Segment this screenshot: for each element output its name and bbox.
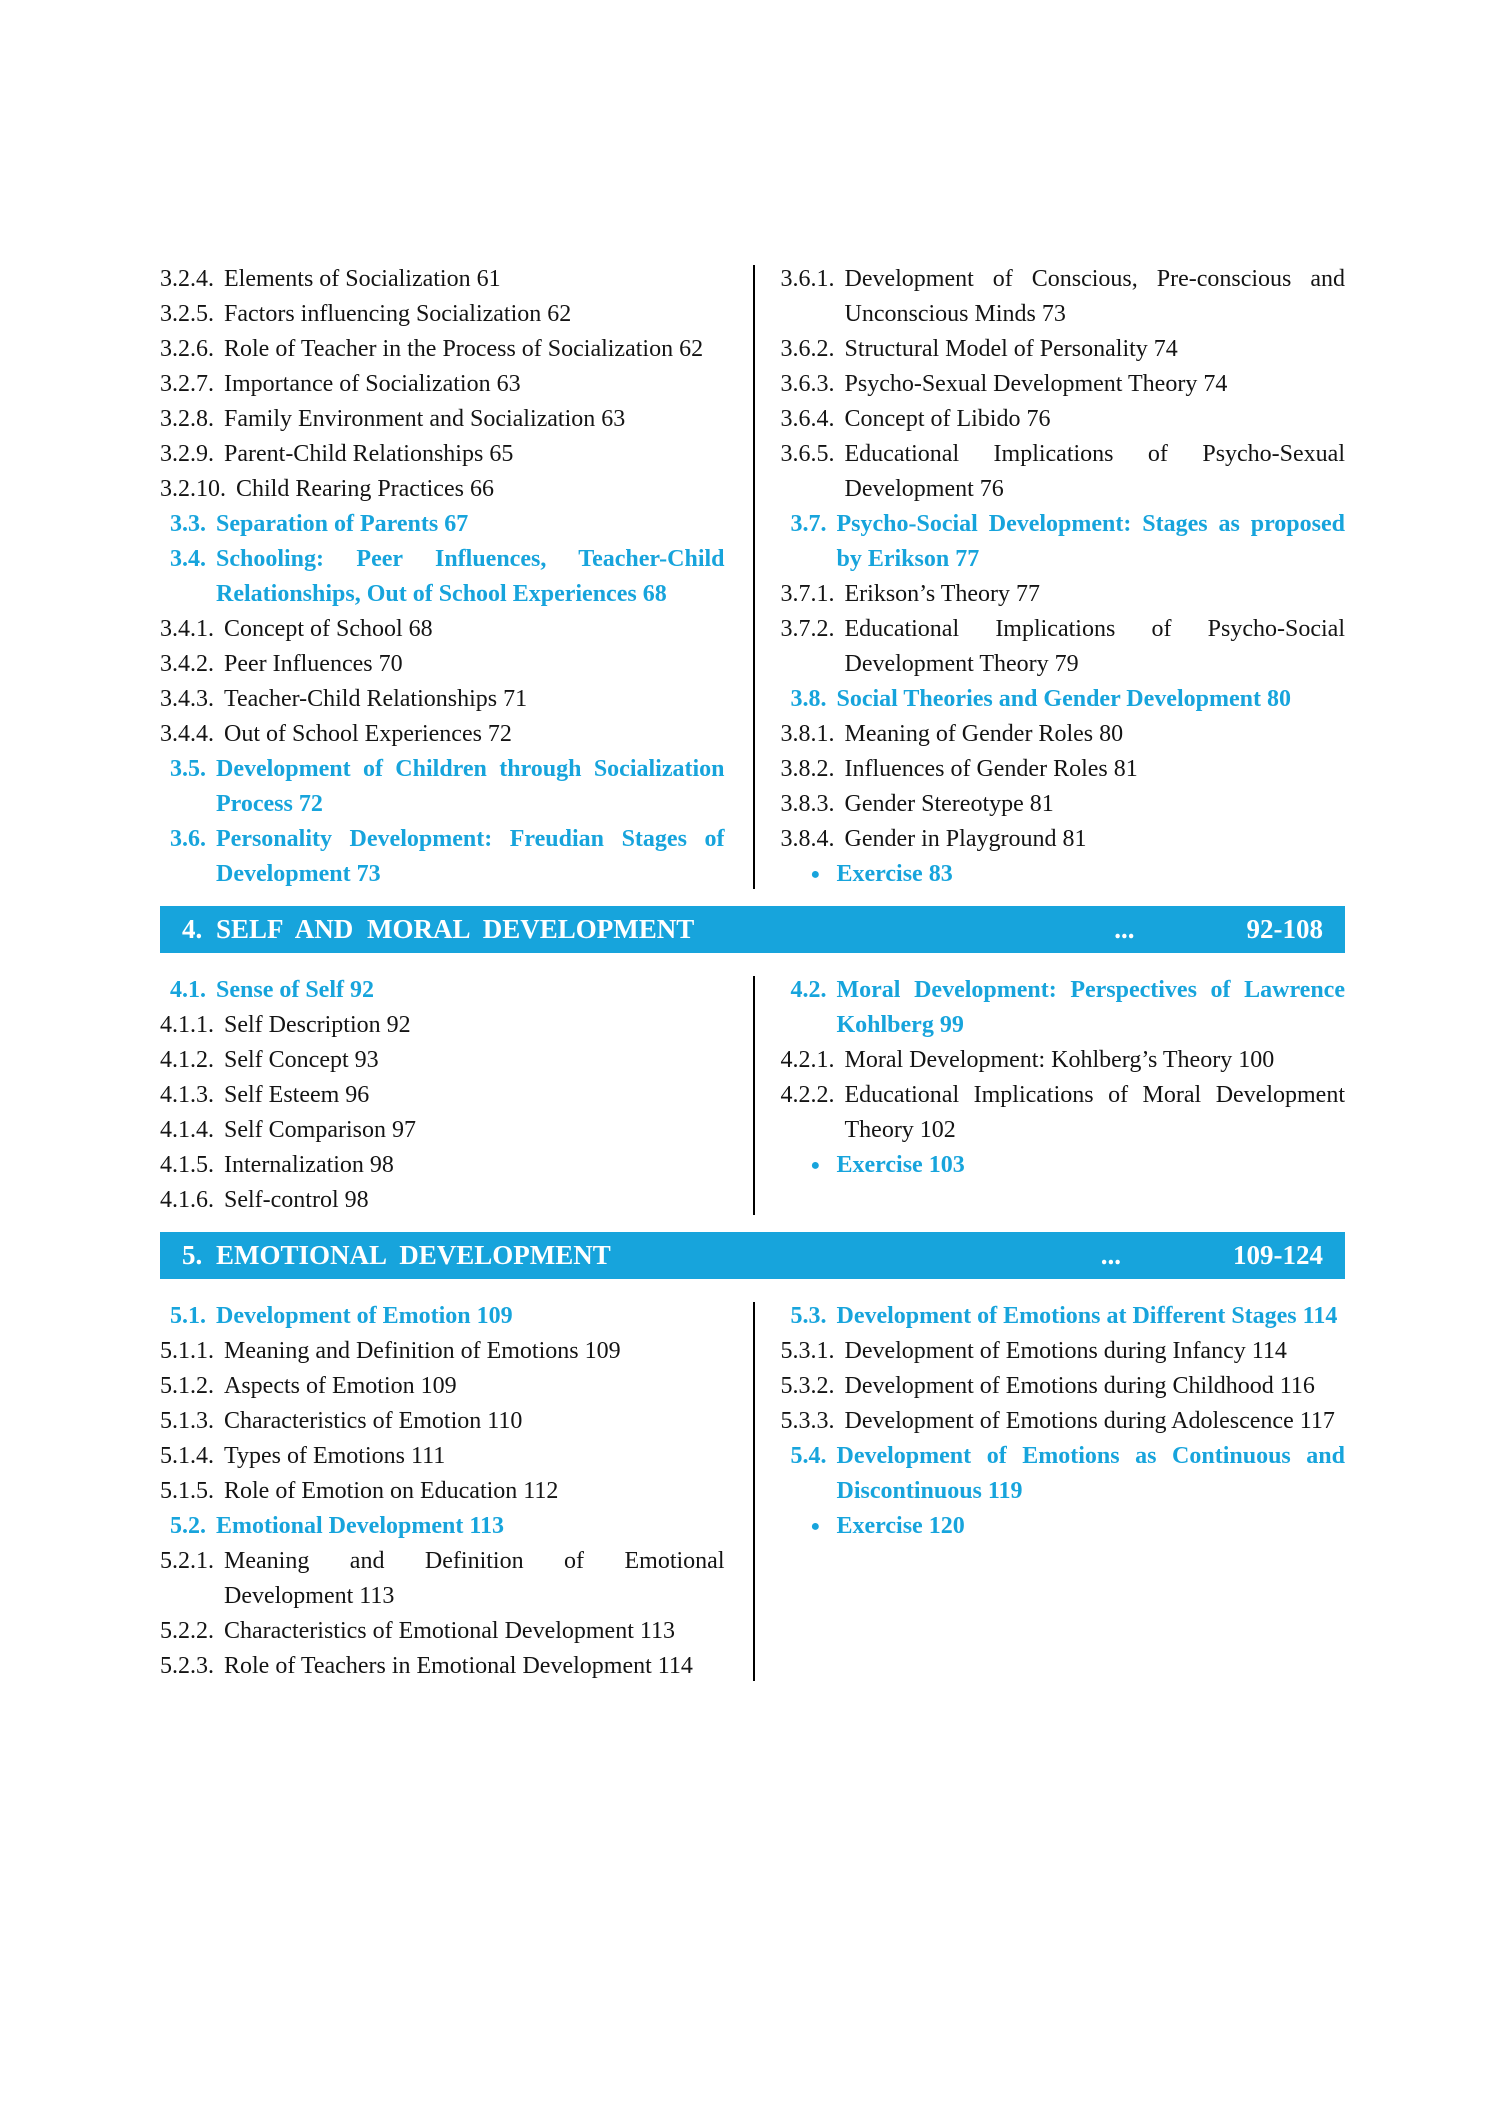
toc-entry-text: Moral Development: Kohlberg’s Theory 100	[844, 1047, 1275, 1073]
toc-entry	[781, 262, 1346, 332]
toc-entry-text: Social Theories and Gender Development 80	[836, 686, 1291, 712]
toc-entry-number: 3.2.8.	[160, 406, 214, 432]
toc-entry	[160, 1334, 725, 1369]
toc-entry-text: Development of Conscious, Pre-conscious and Unconscious Minds 73	[844, 266, 1345, 327]
toc-entry-text: Educational Implications of Psycho-Sexual Development 76	[844, 441, 1345, 502]
toc-entry-number: 4.1.2.	[160, 1047, 214, 1073]
toc-entry	[160, 682, 725, 717]
toc-entry-number: 3.2.4.	[160, 266, 214, 292]
toc-entry	[781, 332, 1346, 367]
toc-entry-text: Psycho-Social Development: Stages as proposed by Erikson 77	[836, 511, 1345, 572]
toc-entry	[781, 787, 1346, 822]
toc-entry-number: 3.4.4.	[160, 721, 214, 747]
toc-entry-text: Development of Children through Socialization Process 72	[216, 756, 725, 817]
toc-entry-number: 3.2.10.	[160, 476, 226, 502]
toc-entry-number: 3.2.7.	[160, 371, 214, 397]
bullet-icon: ●	[810, 1157, 821, 1174]
toc-entry-text: Meaning of Gender Roles 80	[844, 721, 1124, 747]
column-divider	[753, 976, 755, 1215]
toc-entry-number: 3.6.5.	[780, 441, 835, 467]
toc-entry-number: 3.6.3.	[780, 371, 835, 397]
toc-entry-number: 3.6.2.	[780, 336, 835, 362]
toc-entry	[781, 973, 1346, 1043]
toc-entry-number: 4.1.6.	[160, 1187, 214, 1213]
toc-entry-text: Erikson’s Theory 77	[844, 581, 1041, 607]
toc-entry-number: 4.2.	[790, 977, 827, 1003]
toc-entry-number: 3.7.	[790, 511, 827, 537]
toc-entry-number: 3.7.2.	[780, 616, 835, 642]
toc-entry	[781, 682, 1346, 717]
toc-entry	[160, 973, 725, 1008]
toc-entry-number: 5.2.3.	[160, 1653, 214, 1679]
toc-entry	[781, 1078, 1346, 1148]
toc-entry-text: Concept of Libido 76	[844, 406, 1051, 432]
toc-column-left	[160, 262, 753, 892]
toc-entry-number: 5.1.	[170, 1303, 206, 1329]
toc-entry-text: Personality Development: Freudian Stages of Development 73	[216, 826, 725, 887]
toc-entry	[160, 1474, 725, 1509]
toc-entry-text: Self Concept 93	[224, 1047, 379, 1073]
toc-entry	[160, 297, 725, 332]
toc-entry	[781, 577, 1346, 612]
toc-entry	[160, 332, 725, 367]
chapter-banner-pages: 92-108	[1246, 914, 1323, 944]
toc-entry	[160, 1148, 725, 1183]
column-divider	[753, 265, 755, 889]
toc-section-chapter-3	[160, 262, 1345, 892]
toc-entry-text: Family Environment and Socialization 63	[224, 406, 626, 432]
toc-entry	[160, 1509, 725, 1544]
toc-entry-text: Educational Implications of Psycho-Social Development Theory 79	[844, 616, 1345, 677]
toc-entry	[160, 1078, 725, 1113]
toc-entry-number: 5.1.4.	[160, 1443, 214, 1469]
toc-entry	[781, 1299, 1346, 1334]
toc-exercise-entry	[781, 857, 1346, 892]
toc-entry-number: 5.2.	[170, 1513, 206, 1539]
toc-entry-text: Gender in Playground 81	[844, 826, 1087, 852]
toc-entry-text: ● Exercise 103	[837, 1148, 1346, 1183]
toc-entry	[781, 437, 1346, 507]
toc-column-left	[160, 973, 753, 1218]
toc-entry	[160, 262, 725, 297]
toc-column-right	[753, 973, 1346, 1218]
toc-entry	[160, 1614, 725, 1649]
chapter-4-banner	[160, 906, 1345, 953]
toc-entry-number: 3.8.4.	[780, 826, 835, 852]
toc-entry-text: Gender Stereotype 81	[844, 791, 1054, 817]
toc-entry	[160, 717, 725, 752]
toc-entry	[781, 402, 1346, 437]
toc-entry	[160, 647, 725, 682]
toc-entry-text: Development of Emotion 109	[216, 1303, 513, 1329]
toc-entry-text: Parent-Child Relationships 65	[224, 441, 514, 467]
toc-entry-number: 5.1.2.	[160, 1373, 214, 1399]
toc-entry-text: Aspects of Emotion 109	[224, 1373, 457, 1399]
toc-entry-number: 4.1.1.	[160, 1012, 214, 1038]
toc-entry-number: 4.2.1.	[780, 1047, 835, 1073]
toc-entry-text: Role of Emotion on Education 112	[224, 1478, 559, 1504]
toc-entry-number: 3.4.3.	[160, 686, 214, 712]
toc-entry	[160, 1183, 725, 1218]
toc-entry-number: 4.1.	[170, 977, 206, 1003]
toc-entry	[781, 1334, 1346, 1369]
toc-entry-text: Development of Emotions during Adolescence 117	[844, 1408, 1335, 1434]
toc-entry-text: Self Esteem 96	[224, 1082, 370, 1108]
toc-entry-text: Educational Implications of Moral Development Theory 102	[844, 1082, 1345, 1143]
toc-entry-text: Structural Model of Personality 74	[844, 336, 1178, 362]
toc-entry	[781, 1439, 1346, 1509]
toc-entry	[160, 822, 725, 892]
toc-entry-number: 4.2.2.	[780, 1082, 835, 1108]
toc-entry	[160, 472, 725, 507]
toc-entry-text: Emotional Development 113	[216, 1513, 504, 1539]
toc-entry-number: 3.6.4.	[780, 406, 835, 432]
toc-entry	[160, 612, 725, 647]
toc-entry-text: Factors influencing Socialization 62	[224, 301, 572, 327]
bullet-icon: ●	[810, 1518, 821, 1535]
toc-column-left	[160, 1299, 753, 1684]
toc-entry-number: 3.6.	[170, 826, 206, 852]
toc-entry	[160, 1113, 725, 1148]
toc-entry-text: Self-control 98	[224, 1187, 369, 1213]
toc-section-chapter-4	[160, 973, 1345, 1218]
toc-entry	[160, 1043, 725, 1078]
toc-entry-text: Types of Emotions 111	[224, 1443, 446, 1469]
toc-entry-text: Out of School Experiences 72	[224, 721, 512, 747]
toc-entry-number: 5.3.3.	[780, 1408, 835, 1434]
toc-entry	[160, 752, 725, 822]
toc-entry-number: 3.2.9.	[160, 441, 214, 467]
chapter-banner-pages: 109-124	[1233, 1240, 1323, 1270]
toc-entry	[160, 402, 725, 437]
chapter-banner-title: 5. EMOTIONAL DEVELOPMENT	[182, 1240, 611, 1270]
toc-column-right	[753, 262, 1346, 892]
toc-entry-number: 3.8.	[790, 686, 827, 712]
toc-entry-text: Separation of Parents 67	[216, 511, 469, 537]
toc-entry-text: Role of Teachers in Emotional Development 114	[224, 1653, 693, 1679]
toc-entry-number: 3.8.3.	[780, 791, 835, 817]
toc-entry-text: Psycho-Sexual Development Theory 74	[844, 371, 1228, 397]
toc-entry	[160, 1404, 725, 1439]
toc-entry	[781, 822, 1346, 857]
toc-entry	[781, 752, 1346, 787]
toc-entry-text: Importance of Socialization 63	[224, 371, 521, 397]
toc-entry	[160, 1299, 725, 1334]
chapter-banner-dots: ...	[1114, 914, 1135, 944]
toc-entry-text: Development of Emotions during Childhood 116	[844, 1373, 1315, 1399]
toc-entry	[160, 542, 725, 612]
toc-entry-text: Teacher-Child Relationships 71	[224, 686, 528, 712]
toc-exercise-entry	[781, 1509, 1346, 1544]
toc-entry-number: 5.1.1.	[160, 1338, 214, 1364]
toc-column-right	[753, 1299, 1346, 1684]
toc-entry	[160, 1649, 725, 1684]
toc-entry-number: 4.1.3.	[160, 1082, 214, 1108]
toc-entry	[781, 1043, 1346, 1078]
toc-entry-text: ● Exercise 120	[837, 1509, 1346, 1544]
toc-entry-text: Meaning and Definition of Emotional Development 113	[224, 1548, 725, 1609]
toc-entry-text: ● Exercise 83	[837, 857, 1346, 892]
toc-entry-number: 5.2.2.	[160, 1618, 214, 1644]
toc-entry	[781, 1369, 1346, 1404]
toc-exercise-entry	[781, 1148, 1346, 1183]
toc-entry-text: Child Rearing Practices 66	[236, 476, 494, 502]
toc-entry-number: 5.1.5.	[160, 1478, 214, 1504]
toc-entry	[160, 367, 725, 402]
toc-entry-number: 3.6.1.	[780, 266, 835, 292]
chapter-5-banner	[160, 1232, 1345, 1279]
toc-section-chapter-5	[160, 1299, 1345, 1684]
toc-entry-text: Self Comparison 97	[224, 1117, 416, 1143]
toc-entry	[781, 1404, 1346, 1439]
toc-entry-number: 3.4.2.	[160, 651, 214, 677]
toc-entry	[781, 717, 1346, 752]
toc-entry-text: Self Description 92	[224, 1012, 411, 1038]
column-divider	[753, 1302, 755, 1681]
toc-entry	[160, 1439, 725, 1474]
toc-entry-text: Elements of Socialization 61	[224, 266, 501, 292]
toc-entry-text: Development of Emotions at Different Stages 114	[836, 1303, 1338, 1329]
toc-entry-text: Influences of Gender Roles 81	[844, 756, 1138, 782]
chapter-banner-title: 4. SELF AND MORAL DEVELOPMENT	[182, 914, 695, 944]
toc-entry	[160, 437, 725, 472]
toc-entry-number: 3.2.6.	[160, 336, 214, 362]
toc-entry-number: 3.4.	[170, 546, 206, 572]
toc-entry-number: 5.2.1.	[160, 1548, 214, 1574]
toc-entry-text: Characteristics of Emotional Development 113	[224, 1618, 675, 1644]
toc-entry	[160, 1008, 725, 1043]
toc-entry-number: 5.3.1.	[780, 1338, 835, 1364]
toc-entry	[160, 1544, 725, 1614]
toc-entry-number: 5.4.	[790, 1443, 827, 1469]
toc-entry-number: 4.1.5.	[160, 1152, 214, 1178]
toc-entry-text: Moral Development: Perspectives of Lawrence Kohlberg 99	[836, 977, 1345, 1038]
toc-entry	[160, 1369, 725, 1404]
toc-entry-text: Sense of Self 92	[216, 977, 374, 1003]
toc-entry-text: Schooling: Peer Influences, Teacher-Child Relationships, Out of School Experiences 68	[216, 546, 725, 607]
toc-entry-number: 3.7.1.	[780, 581, 835, 607]
toc-entry-number: 3.8.2.	[780, 756, 835, 782]
toc-entry-text: Role of Teacher in the Process of Socialization 62	[224, 336, 704, 362]
toc-entry-text: Development of Emotions as Continuous and Discontinuous 119	[836, 1443, 1345, 1504]
toc-entry-text: Concept of School 68	[224, 616, 433, 642]
toc-entry-number: 3.5.	[170, 756, 206, 782]
toc-entry-text: Peer Influences 70	[224, 651, 403, 677]
toc-entry-number: 5.3.	[790, 1303, 827, 1329]
bullet-icon: ●	[810, 866, 821, 883]
toc-entry-number: 5.3.2.	[780, 1373, 835, 1399]
toc-entry-number: 3.8.1.	[780, 721, 835, 747]
toc-entry-number: 5.1.3.	[160, 1408, 214, 1434]
toc-entry	[781, 367, 1346, 402]
chapter-banner-dots: ...	[1100, 1240, 1121, 1270]
toc-entry	[781, 612, 1346, 682]
toc-entry-number: 3.3.	[170, 511, 206, 537]
toc-entry-number: 3.4.1.	[160, 616, 214, 642]
toc-entry-number: 3.2.5.	[160, 301, 214, 327]
toc-entry-text: Internalization 98	[224, 1152, 394, 1178]
toc-entry-text: Meaning and Definition of Emotions 109	[224, 1338, 621, 1364]
toc-entry	[160, 507, 725, 542]
toc-entry-text: Characteristics of Emotion 110	[224, 1408, 523, 1434]
toc-entry-number: 4.1.4.	[160, 1117, 214, 1143]
toc-entry	[781, 507, 1346, 577]
toc-entry-text: Development of Emotions during Infancy 114	[844, 1338, 1287, 1364]
